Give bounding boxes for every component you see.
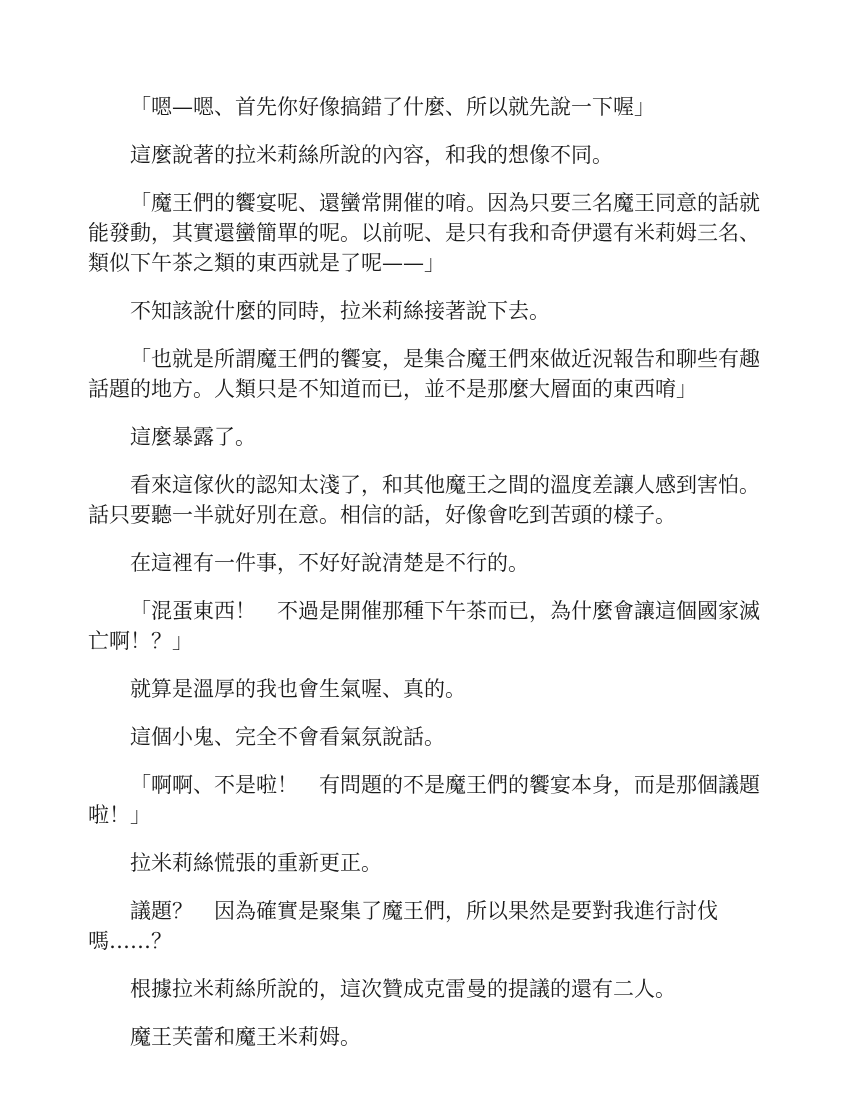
paragraph: 這麼暴露了。 bbox=[130, 425, 256, 449]
paragraph: 看來這傢伙的認知太淺了，和其他魔王之間的溫度差讓人感到害怕。話只要聽一半就好別在意。相信的話，好像會吃到苦頭的樣子。 bbox=[88, 473, 760, 527]
paragraph: 「啊啊、不是啦！ 有問題的不是魔王們的饗宴本身，而是那個議題啦！」 bbox=[88, 773, 760, 827]
document-body bbox=[88, 92, 768, 1070]
paragraph: 「魔王們的饗宴呢、還蠻常開催的唷。因為只要三名魔王同意的話就能發動，其實還蠻簡單的呢。以前呢、是只有我和奇伊還有米莉姆三名、類似下午茶之類的東西就是了呢——」 bbox=[88, 191, 760, 275]
paragraph: 魔王芙蕾和魔王米莉姆。 bbox=[130, 1025, 361, 1049]
paragraph: 議題？ 因為確實是聚集了魔王們，所以果然是要對我進行討伐嗎……？ bbox=[88, 899, 718, 953]
paragraph: 這個小鬼、完全不會看氣氛說話。 bbox=[130, 725, 445, 749]
paragraph: 「嗯—嗯、首先你好像搞錯了什麼、所以就先說一下喔」 bbox=[130, 95, 655, 119]
paragraph: 「混蛋東西！ 不過是開催那種下午茶而已，為什麼會讓這個國家滅亡啊！？」 bbox=[88, 599, 760, 653]
paragraph: 在這裡有一件事，不好好說清楚是不行的。 bbox=[130, 551, 529, 575]
paragraph: 「也就是所謂魔王們的饗宴，是集合魔王們來做近況報告和聊些有趣話題的地方。人類只是不知道而已，並不是那麼大層面的東西唷」 bbox=[88, 347, 760, 401]
paragraph: 不知該說什麼的同時，拉米莉絲接著說下去。 bbox=[130, 299, 550, 323]
paragraph: 就算是溫厚的我也會生氣喔、真的。 bbox=[130, 677, 466, 701]
paragraph: 根據拉米莉絲所說的，這次贊成克雷曼的提議的還有二人。 bbox=[130, 977, 676, 1001]
paragraph: 拉米莉絲慌張的重新更正。 bbox=[130, 851, 382, 875]
paragraph: 這麼說著的拉米莉絲所說的內容，和我的想像不同。 bbox=[130, 143, 613, 167]
